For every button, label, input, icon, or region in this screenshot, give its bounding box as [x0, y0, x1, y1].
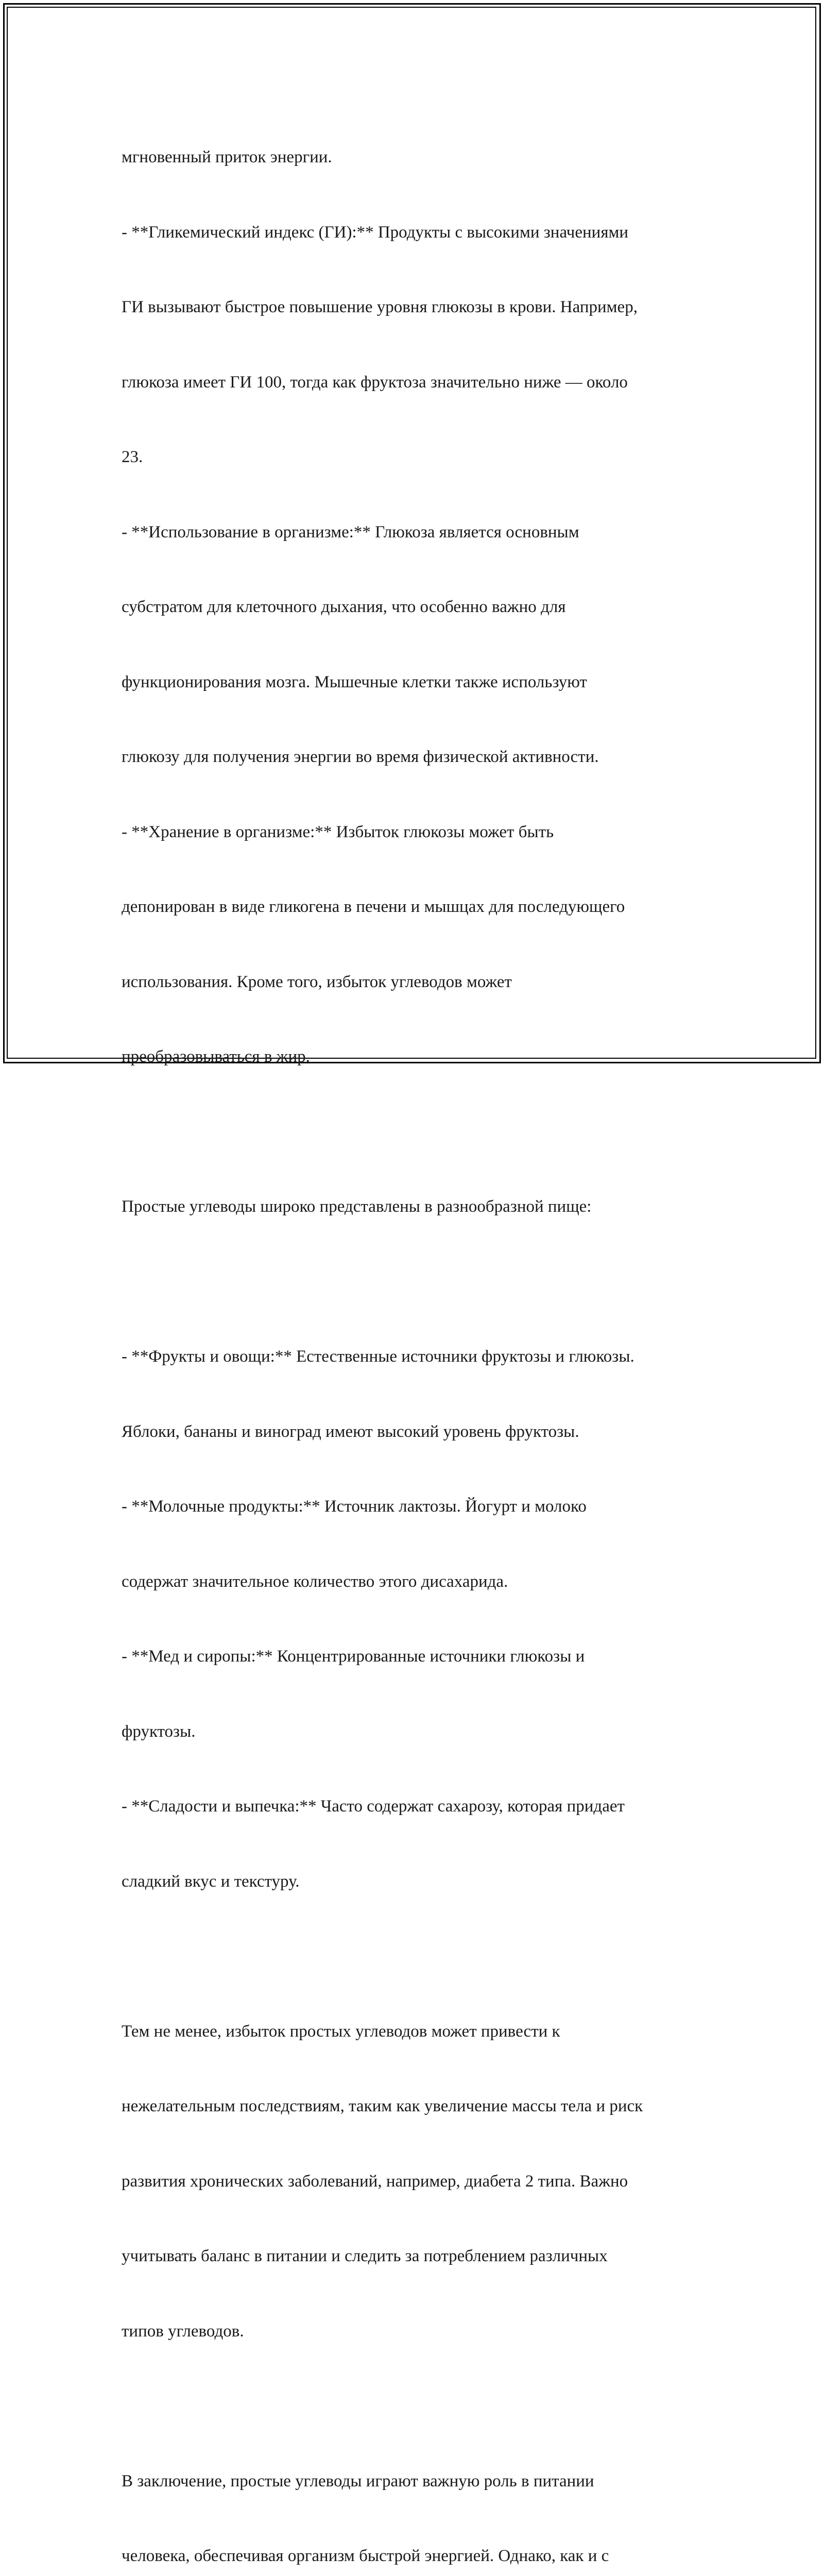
text-line: В заключение, простые углеводы играют важную роль в питании: [122, 2471, 594, 2490]
text-line: - **Гликемический индекс (ГИ):** Продукты с высокими значениями: [122, 223, 629, 242]
text-line: использования. Кроме того, избыток углеводов может: [122, 972, 512, 991]
blank-line: [122, 2394, 709, 2419]
text-line: сладкий вкус и текстуру.: [122, 1872, 300, 1891]
blank-line: [122, 1269, 709, 1295]
text-line: - **Сладости и выпечка:** Часто содержат сахарозу, которая придает: [122, 1797, 625, 1816]
text-line: мгновенный приток энергии.: [122, 148, 332, 166]
text-line: типов углеводов.: [122, 2321, 244, 2341]
text-line: фруктозы.: [122, 1722, 196, 1741]
text-line: - **Фрукты и овощи:** Естественные источники фруктозы и глюкозы.: [122, 1347, 634, 1366]
text-line: преобразовываться в жир.: [122, 1047, 310, 1066]
text-line: Простые углеводы широко представлены в разнообразной пище:: [122, 1197, 592, 1216]
text-line: Тем не менее, избыток простых углеводов может привести к: [122, 2022, 560, 2041]
text-line: - **Хранение в организме:** Избыток глюкозы может быть: [122, 822, 554, 841]
text-line: развития хронических заболеваний, например, диабета 2 типа. Важно: [122, 2172, 628, 2191]
text-line: человека, обеспечивая организм быстрой энергией. Однако, как и с: [122, 2547, 609, 2565]
text-line: депонирован в виде гликогена в печени и мышцах для последующего: [122, 897, 625, 916]
text-line: Яблоки, бананы и виноград имеют высокий уровень фруктозы.: [122, 1422, 579, 1441]
text-line: функционирования мозга. Мышечные клетки также используют: [122, 672, 587, 691]
text-line: - **Использование в организме:** Глюкоза является основным: [122, 522, 579, 541]
blank-line: [122, 1120, 709, 1145]
text-line: 23.: [122, 448, 143, 466]
text-line: нежелательным последствиям, таким как увеличение массы тела и риск: [122, 2097, 643, 2115]
text-line: глюкозу для получения энергии во время физической активности.: [122, 748, 599, 766]
text-line: глюкоза имеет ГИ 100, тогда как фруктоза значительно ниже — около: [122, 372, 628, 392]
text-line: субстратом для клеточного дыхания, что особенно важно для: [122, 598, 566, 616]
text-line: - **Мед и сиропы:** Концентрированные источники глюкозы и: [122, 1647, 585, 1666]
text-line: учитывать баланс в питании и следить за потреблением различных: [122, 2247, 608, 2265]
text-line: - **Молочные продукты:** Источник лактозы. Йогурт и молоко: [122, 1497, 587, 1516]
text-line: содержат значительное количество этого дисахарида.: [122, 1572, 508, 1591]
document-body: [122, 95, 709, 2576]
blank-line: [122, 1944, 709, 1969]
text-line: ГИ вызывают быстрое повышение уровня глюкозы в крови. Например,: [122, 298, 638, 316]
